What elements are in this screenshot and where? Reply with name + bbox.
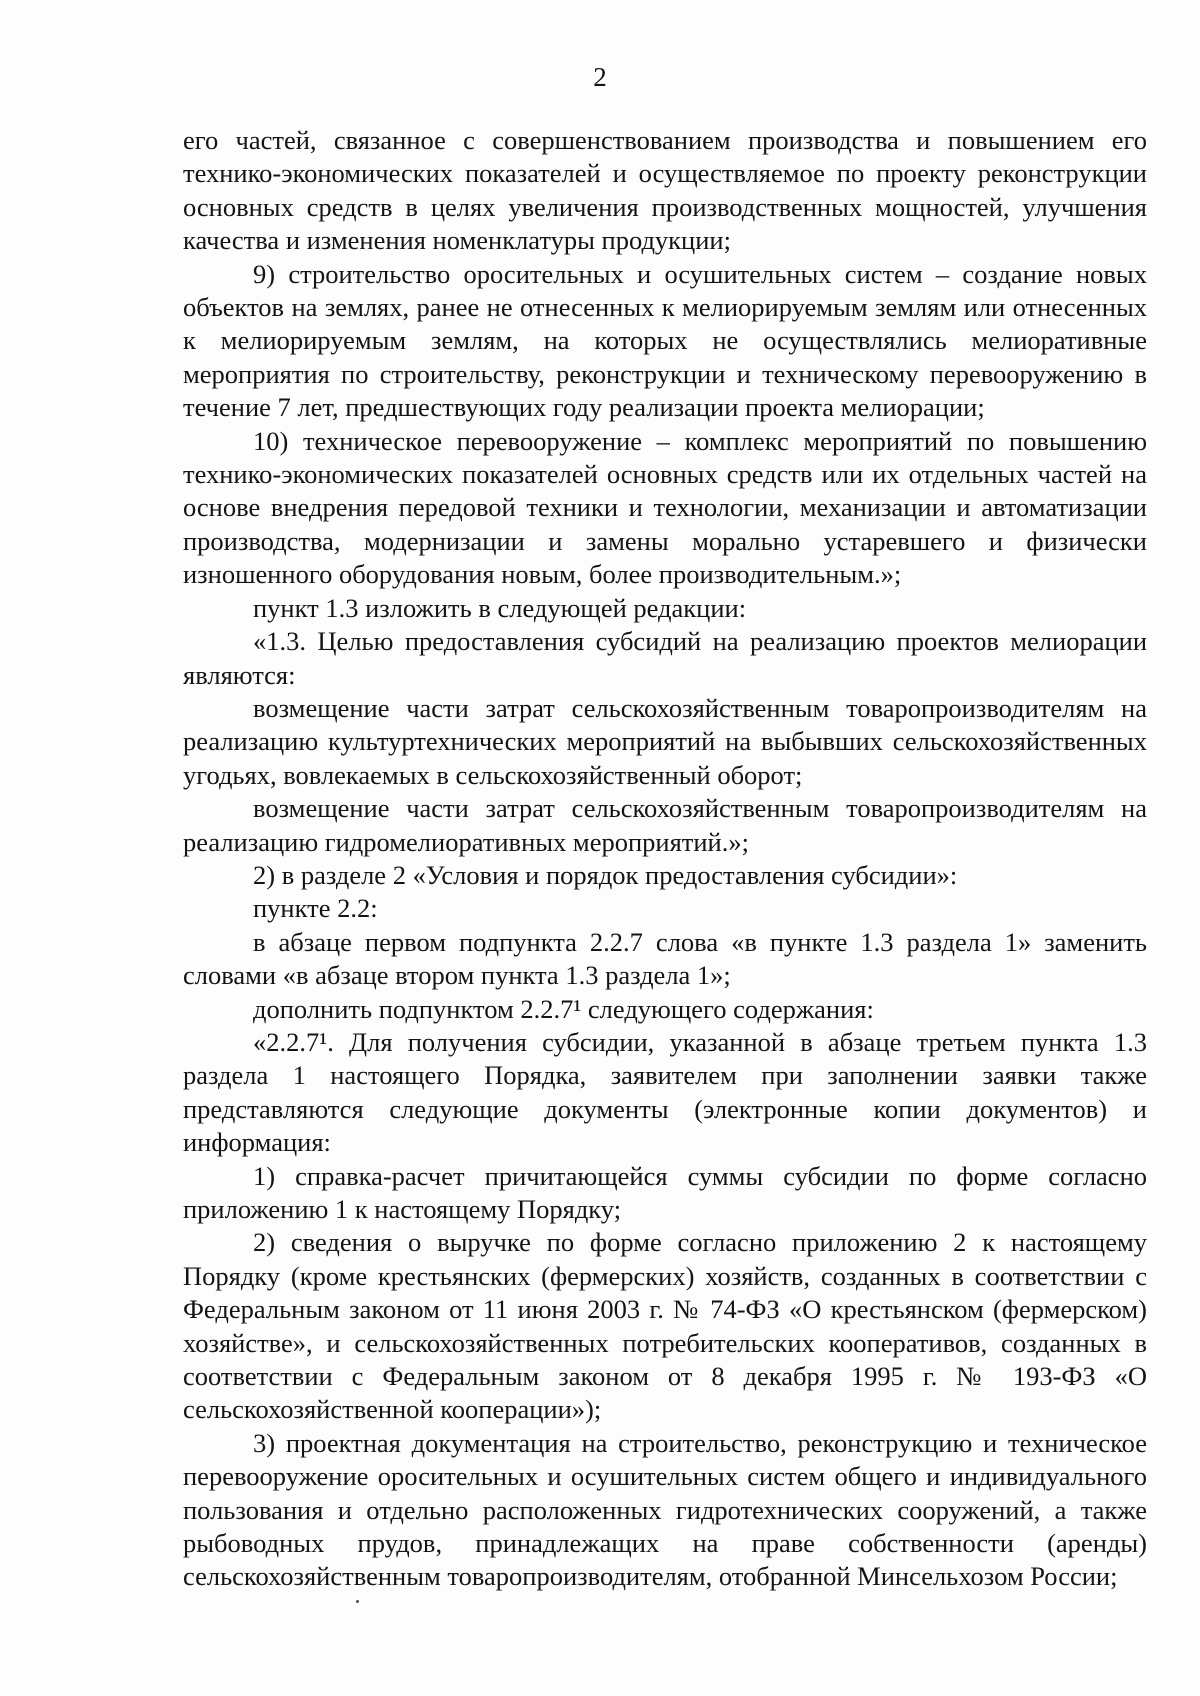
scan-speck xyxy=(356,1600,359,1603)
paragraph-item-9: 9) строительство оросительных и осушительных систем – создание новых объектов на землях, ранее не отнесенных к мелиорируемым землям или отнесенных к мелиорируемым землям, на которых не осуществлялись мелиоративные мероприятия по строительству, реконструкции и техническому перевооружению в течение 7 лет, предшествующих году реализации проекта мелиорации; xyxy=(183,258,1147,423)
paragraph-item-10: 10) техническое перевооружение – комплекс мероприятий по повышению технико-экономических показателей основных средств или их отдельных частей на основе внедрения передовой техники и технологии, механизации и автоматизации производства, модернизации и замены морально устаревшего и физически изношенного оборудования новым, более производительным.»; xyxy=(183,425,1147,590)
page-number: 2 xyxy=(593,62,607,92)
paragraph-compensation-cultural: возмещение части затрат сельскохозяйственным товаропроизводителям на реализацию культуртехнических мероприятий на выбывших сельскохозяйственных угодьях, вовлекаемых в сельскохозяйственный оборот; xyxy=(183,692,1147,790)
paragraph-subpoint-2-2-7: в абзаце первом подпункта 2.2.7 слова «в пункте 1.3 раздела 1» заменить словами «в абзаце втором пункта 1.3 раздела 1»; xyxy=(183,926,1147,991)
paragraph-compensation-hydro: возмещение части затрат сельскохозяйственным товаропроизводителям на реализацию гидромелиоративных мероприятий.»; xyxy=(183,793,1147,857)
paragraph-add-subpoint: дополнить подпунктом 2.2.7¹ следующего содержания: xyxy=(253,993,874,1024)
paragraph-doc-2: 2) сведения о выручке по форме согласно приложению 2 к настоящему Порядку (кроме крестьянских (фермерских) хозяйств, созданных в соответствии с Федеральным законом от 11 июня 2003 г. № 74-ФЗ «О крестьянском (фермерском) хозяйстве», и сельскохозяйственных потребительских кооперативов, созданных в соответствии с Федеральным законом от 8 декабря 1995 г. № 193-ФЗ «О сельскохозяйственной кооперации»); xyxy=(183,1227,1147,1425)
paragraph-point-1-3: «1.3. Целью предоставления субсидий на реализацию проектов мелиорации являются: xyxy=(183,626,1147,690)
paragraph-point-2-2: пункте 2.2: xyxy=(253,893,378,924)
paragraph-doc-1: 1) справка-расчет причитающейся суммы субсидии по форме согласно приложению 1 к настоящему Порядку; xyxy=(183,1160,1147,1224)
document-body xyxy=(183,124,1147,1594)
paragraph-subpoint-2-2-7-1: «2.2.7¹. Для получения субсидии, указанной в абзаце третьем пункта 1.3 раздела 1 настоящего Порядка, заявителем при заполнении заявки также представляются следующие документы (электронные копии документов) и информация: xyxy=(183,1026,1147,1158)
paragraph-doc-3: 3) проектная документация на строительство, реконструкцию и техническое перевооружение оросительных и осушительных систем общего и индивидуального пользования и отдельно расположенных гидротехнических сооружений, а также рыбоводных прудов, принадлежащих на праве собственности (аренды) сельскохозяйственным товаропроизводителям, отобранной Минсельхозом России; xyxy=(183,1427,1147,1592)
paragraph-amend-1-3: пункт 1.3 изложить в следующей редакции: xyxy=(253,592,747,623)
paragraph-section-2: 2) в разделе 2 «Условия и порядок предоставления субсидии»: xyxy=(253,859,958,890)
paragraph-continuation: его частей, связанное с совершенствованием производства и повышением его технико-экономических показателей и осуществляемое по проекту реконструкции основных средств в целях увеличения производственных мощностей, улучшения качества и изменения номенклатуры продукции; xyxy=(183,125,1147,256)
